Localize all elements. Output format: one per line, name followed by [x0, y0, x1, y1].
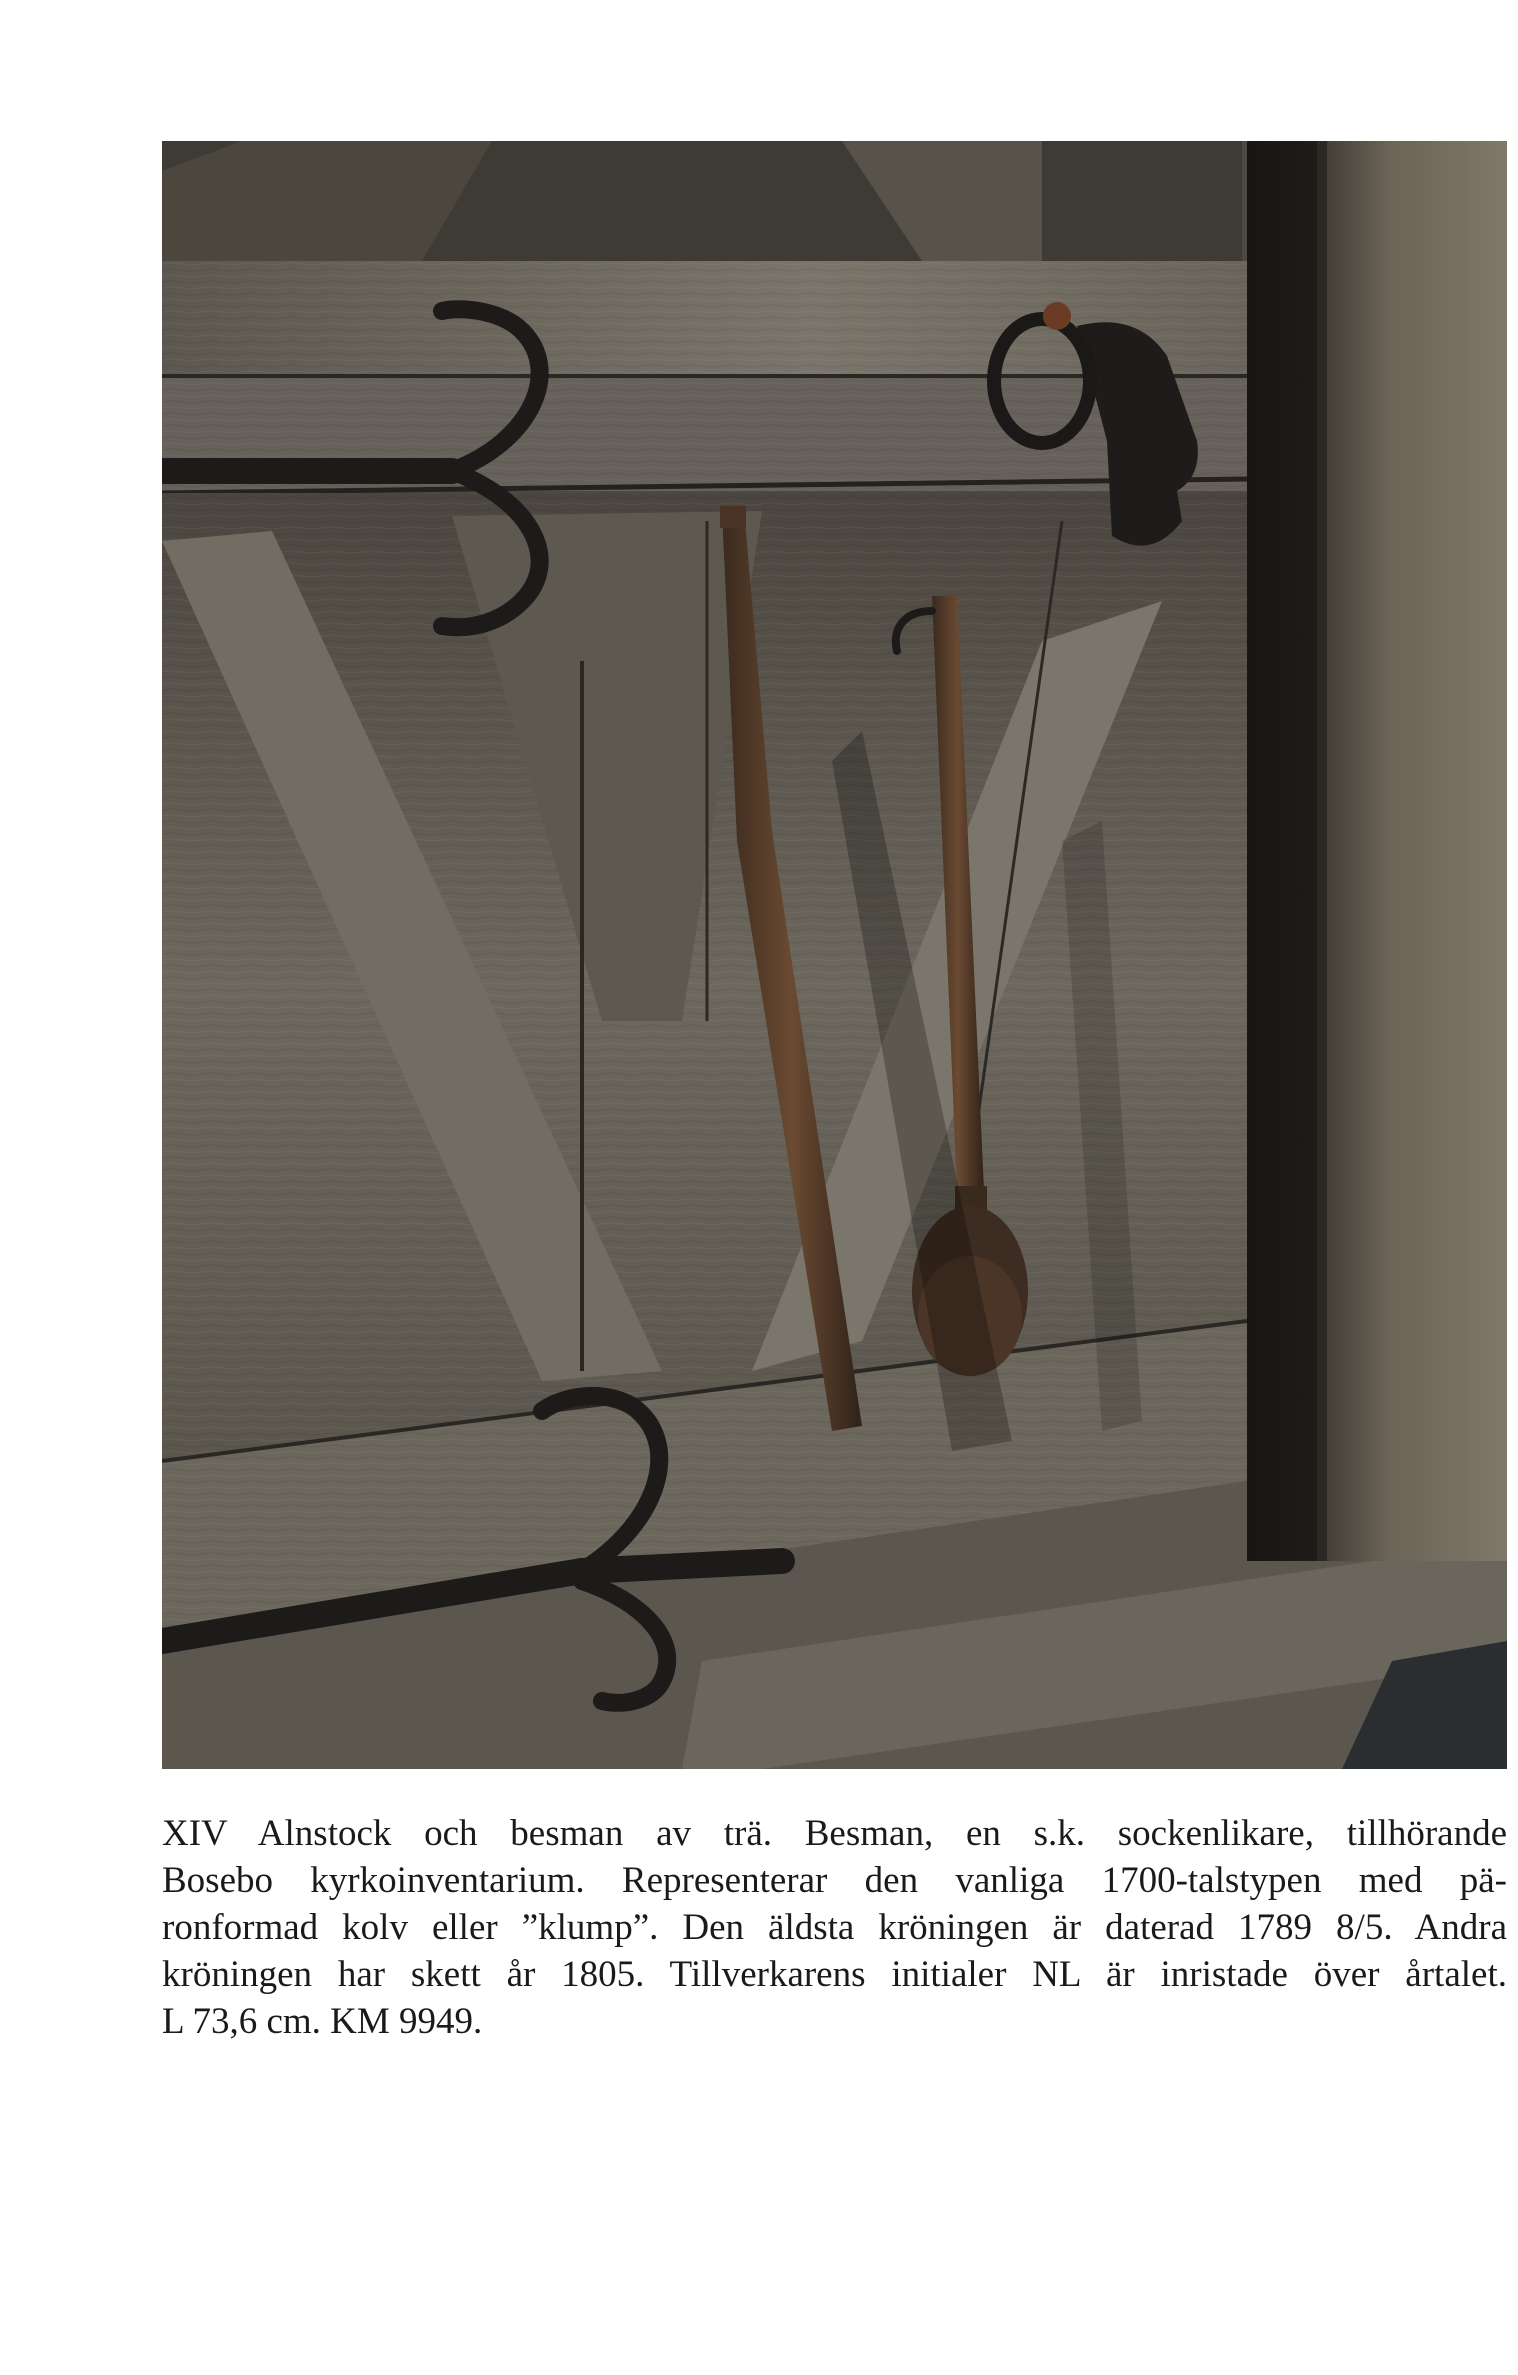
caption-line: Bosebo kyrkoinventarium. Representerar den vanliga 1700-talstypen med pä- — [162, 1860, 1507, 1901]
door-photo — [162, 141, 1507, 1769]
caption-line: L 73,6 cm. KM 9949. — [162, 2001, 483, 2042]
photo-plate — [162, 141, 1507, 1769]
caption-line: XIV Alnstock och besman av trä. Besman, en s.k. sockenlikare, tillhörande — [162, 1813, 1507, 1854]
caption-line: ronformad kolv eller ”klump”. Den äldsta kröningen är daterad 1789 8/5. Andra — [162, 1907, 1507, 1948]
caption-line: kröningen har skett år 1805. Tillverkarens initialer NL är inristade över årtalet. — [162, 1954, 1507, 1995]
caption — [162, 1810, 1507, 2045]
